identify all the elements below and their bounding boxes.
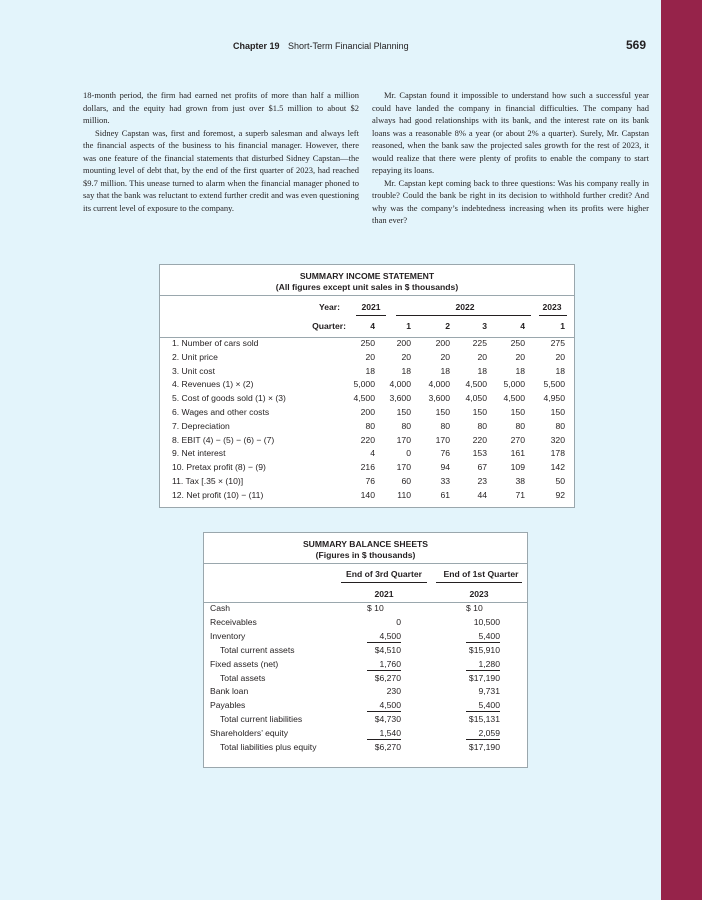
table-cell: 153 [472,448,487,459]
body-column-left [83,89,359,214]
table-cell: 76 [440,448,450,459]
row-label: 12. Net profit (10) − (11) [172,489,264,500]
table-cell: 4,500 [465,379,487,390]
row-label: 5. Cost of goods sold (1) × (3) [172,393,286,404]
table-cell: 150 [510,407,525,417]
table-cell: 80 [401,420,411,431]
table-cell: 270 [510,434,525,445]
table-cell: 50 [555,476,565,486]
table-cell: 18 [555,365,565,376]
row-label: 6. Wages and other costs [172,407,270,417]
table-title-text: SUMMARY INCOME STATEMENT [299,271,435,281]
table-cell: 18 [401,365,411,376]
table-cell: 76 [365,476,375,486]
paragraph: Sidney Capstan was, first and foremost, a superb salesman and always left the financial aspects of the business to his financial manager. However, there was one feature of the financial statements that disturbed Sidney Capstan—the mounting level of debt that, by the end of the first quarter of 2023, had reached $9.7 million. This unease turned to alarm when the financial manager phoned to say that the bank was reluctant to extend further credit and was even questioning its current level of exposure to the company. [83,127,359,213]
table-cell: 0 [406,448,411,459]
table-cell: 4,500 [503,393,525,404]
table-cell: 142 [550,462,565,473]
page-number: 569 [626,38,647,52]
table-cell: 2,059 [466,728,500,740]
table-cell: 5,000 [353,379,375,390]
year-rule [396,315,531,316]
table-cell: 200 [360,407,375,417]
table-cell: 23 [477,476,487,486]
body-column-right [372,89,649,227]
table-cell: 320 [550,434,565,445]
chapter-title: Short-Term Financial Planning [288,41,409,51]
table-cell: 20 [365,351,375,362]
table-cell: 4,500 [367,700,401,712]
paragraph: Mr. Capstan found it impossible to understand how such a successful year could have landed the company in financial difficulties. The company had always had good relationships with its bank, and the interest rate on its bank loans was a reasonable 8% a year (or about 2% a quarter). Surely, Mr. Capstan reasoned, when the bank saw the projected sales growth for the rest of 2023, it would realize that there were plenty of profits to enable the company to start repaying its loans. [372,90,649,175]
year-header: 2022 [455,302,475,312]
table-cell: $15,131 [468,714,500,725]
column-header: End of 3rd Quarter [346,569,422,579]
table-cell: $6,270 [374,742,401,752]
table-cell: 20 [515,351,525,362]
row-label: 2. Unit price [172,351,218,362]
table-cell: $17,190 [468,672,500,683]
table-subtitle: (All figures except unit sales in $ thousands) [275,282,459,292]
table-cell: 150 [435,407,450,417]
column-rule [341,582,427,583]
year-header: 2021 [361,302,381,312]
row-label: Cash [210,603,231,613]
table-cell: 3,600 [428,393,450,404]
table-cell: 4,950 [543,393,565,404]
row-label: 11. Tax [.35 × (10)] [172,476,244,486]
table-cell: $6,270 [374,672,401,683]
table-cell: 1,280 [466,659,500,671]
quarter-header: 1 [406,321,411,331]
table-cell: 61 [440,489,450,500]
table-cell: 18 [477,365,487,376]
table-cell: 80 [365,420,375,431]
quarter-header: 4 [370,321,375,331]
table-cell: 33 [440,476,450,486]
table-cell: 275 [550,338,565,348]
paragraph: Mr. Capstan kept coming back to three questions: Was his company really in trouble? Could the bank be right in its decision to withhold further credit? And why was the company’s indebtedness increasing when its profits were higher than ever? [372,177,649,225]
table-cell: 4,500 [367,631,401,643]
table-cell: 0 [396,616,401,627]
table-cell: 38 [515,476,525,486]
table-cell: 80 [440,420,450,431]
table-cell: 4 [370,448,375,459]
table-cell: 9,731 [478,686,500,697]
table-cell: 60 [401,476,411,486]
table-cell: 5,400 [466,700,500,712]
table-cell: 161 [510,448,525,459]
table-cell: 225 [472,338,487,348]
table-cell: 4,500 [353,393,375,404]
income-statement-table [159,264,575,508]
quarter-header: 1 [560,321,565,331]
row-label: Payables [210,700,246,711]
row-label: Inventory [210,630,246,641]
year-rule [356,315,386,316]
table-cell: 110 [397,489,411,500]
divider [204,563,527,564]
table-cell: 216 [360,462,375,473]
table-cell: 200 [435,338,450,348]
column-year: 2023 [469,589,489,599]
table-cell: 150 [550,407,565,417]
row-label: Total current liabilities [220,714,303,725]
table-cell: $4,510 [374,644,401,655]
row-label: Total current assets [220,644,295,655]
chapter-label: Chapter 19 [233,41,280,51]
row-label: Total assets [220,672,266,683]
table-cell: 20 [555,351,565,362]
table-cell: 1,540 [367,728,401,740]
table-cell: 5,400 [466,631,500,643]
paragraph: 18-month period, the firm had earned net profits of more than half a million dollars, and the equity had grown from just over $1.5 million to about $2 million. [83,90,359,125]
year-rule [539,315,567,316]
table-cell: 4,050 [465,393,487,404]
table-cell: 150 [472,407,487,417]
table-cell: 109 [510,462,525,473]
table-cell: 94 [440,462,450,473]
row-label: Receivables [210,616,257,627]
table-cell: 4,000 [428,379,450,390]
running-head [233,41,409,51]
table-cell: 80 [515,420,525,431]
balance-sheets-table [203,532,528,768]
table-cell: 150 [396,407,411,417]
table-title-text: SUMMARY BALANCE SHEETS [302,539,429,549]
column-header: End of 1st Quarter [443,569,519,579]
table-cell: 250 [510,338,525,348]
table-cell: $15,910 [468,644,500,655]
table-cell: 20 [401,351,411,362]
table-cell: $ 10 [367,603,384,613]
table-cell: 5,000 [503,379,525,390]
table-cell: 20 [440,351,450,362]
row-label: 3. Unit cost [172,365,215,376]
table-subtitle: (Figures in $ thousands) [315,550,416,560]
table-cell: 1,760 [367,659,401,671]
table-cell: 71 [515,489,525,500]
table-cell: 230 [386,686,401,697]
row-label: Fixed assets (net) [210,658,279,669]
table-cell: 18 [365,365,375,376]
quarter-label: Quarter: [312,321,346,331]
table-cell: $17,190 [468,742,500,752]
table-cell: 250 [360,338,375,348]
table-cell: 3,600 [389,393,411,404]
quarter-header: 3 [482,321,487,331]
table-cell: 170 [396,434,411,445]
year-header: 2023 [542,302,562,312]
row-label: 4. Revenues (1) × (2) [172,379,254,390]
row-label: Bank loan [210,686,249,697]
table-cell: 80 [477,420,487,431]
table-cell: 18 [440,365,450,376]
row-label: Total liabilities plus equity [220,742,317,752]
table-cell: 170 [396,462,411,473]
table-cell: $ 10 [466,603,483,613]
table-title [204,533,527,561]
table-cell: 5,500 [543,379,565,390]
row-label: 1. Number of cars sold [172,338,259,348]
table-cell: 220 [472,434,487,445]
table-cell: 170 [435,434,450,445]
table-cell: $4,730 [374,714,401,725]
row-label: 10. Pretax profit (8) − (9) [172,462,266,473]
table-cell: 220 [360,434,375,445]
table-cell: 67 [477,462,487,473]
row-label: 9. Net interest [172,448,226,459]
table-cell: 178 [550,448,565,459]
row-label: 8. EBIT (4) − (5) − (6) − (7) [172,434,275,445]
row-label: Shareholders’ equity [210,728,289,739]
table-cell: 200 [396,338,411,348]
chapter-color-bar [661,0,702,900]
divider [160,295,574,296]
row-label: 7. Depreciation [172,420,230,431]
table-cell: 18 [515,365,525,376]
table-cell: 10,500 [473,616,500,627]
table-cell: 4,000 [389,379,411,390]
quarter-header: 2 [445,321,450,331]
table-title [160,265,574,293]
table-cell: 44 [477,489,487,500]
table-cell: 80 [555,420,565,431]
table-cell: 92 [555,489,565,500]
column-rule [436,582,522,583]
column-year: 2021 [374,589,394,599]
table-cell: 140 [360,489,375,500]
year-label: Year: [318,302,340,312]
table-cell: 20 [477,351,487,362]
quarter-header: 4 [520,321,525,331]
